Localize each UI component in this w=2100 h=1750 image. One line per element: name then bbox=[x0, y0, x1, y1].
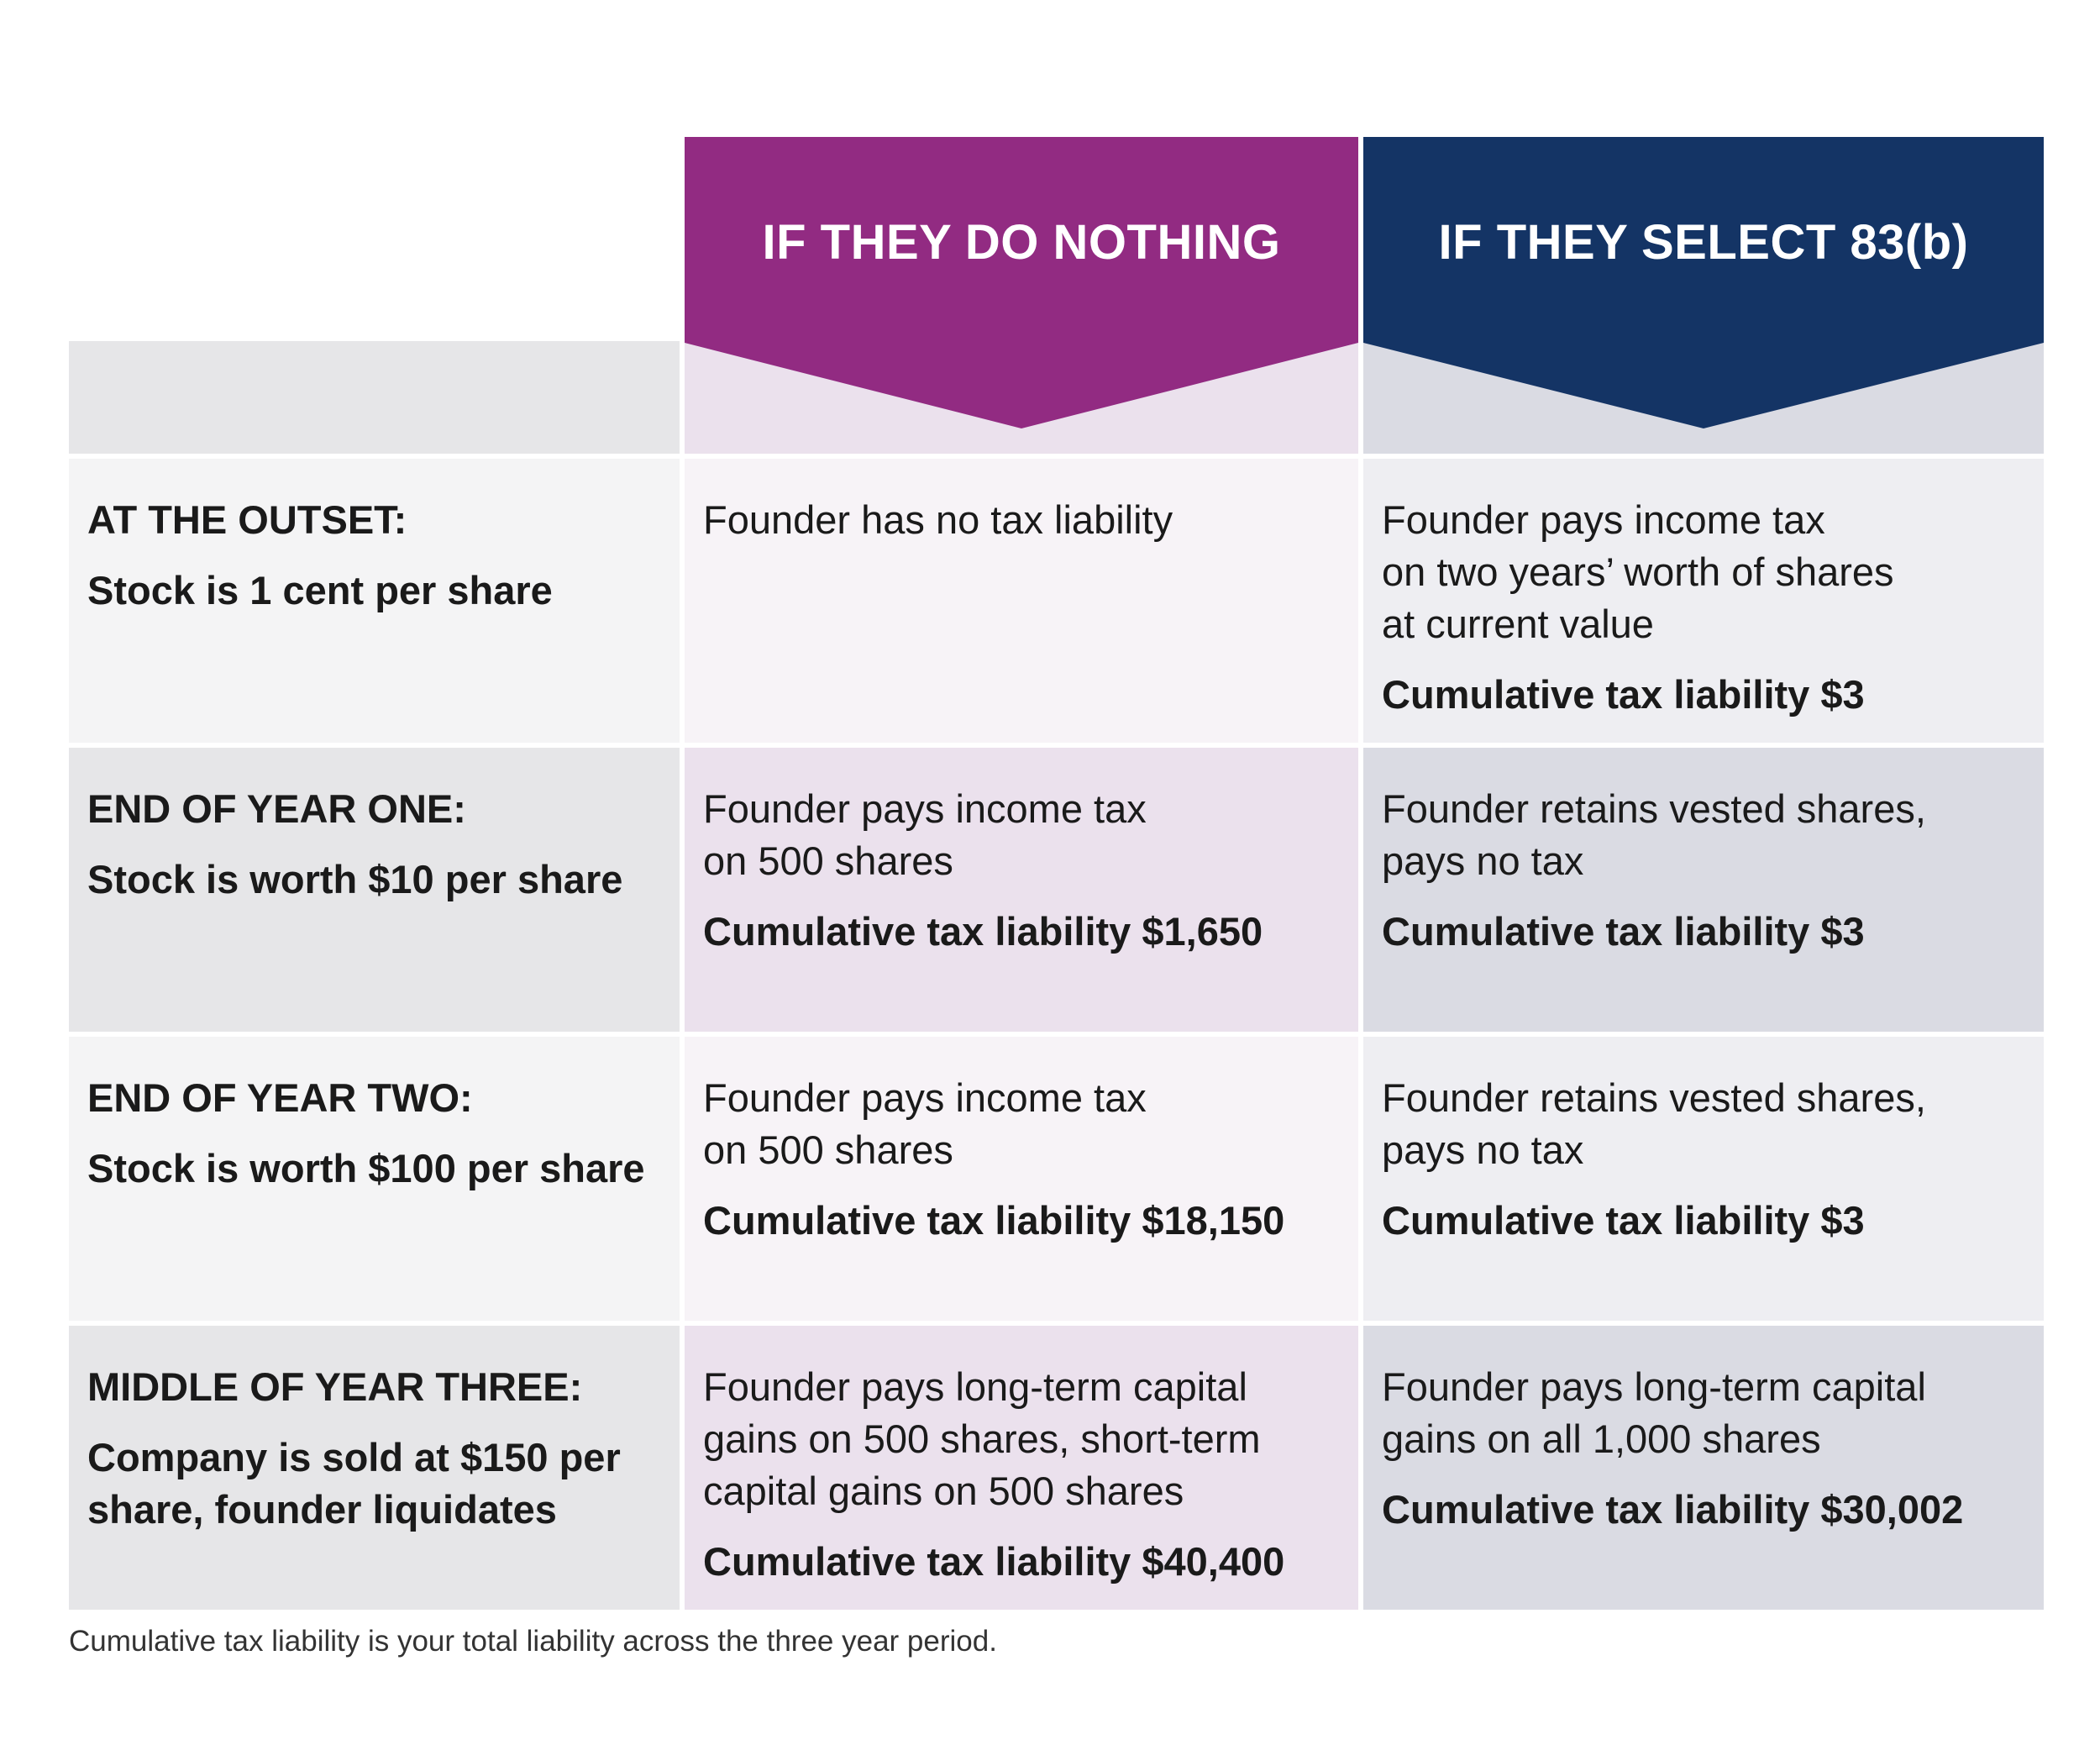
do-nothing-cell bbox=[685, 1037, 1358, 1321]
footnote: Cumulative tax liability is your total liability across the three year period. bbox=[69, 1625, 997, 1658]
do-nothing-description: Founder pays income tax on 500 shares bbox=[703, 786, 1147, 883]
do-nothing-cell bbox=[685, 459, 1358, 743]
row-subheading: Stock is 1 cent per share bbox=[87, 568, 553, 612]
do-nothing-cell bbox=[685, 1326, 1358, 1610]
select-83b-total: Cumulative tax liability $3 bbox=[1382, 1198, 1865, 1243]
table-row bbox=[69, 1326, 2044, 1610]
select-83b-total: Cumulative tax liability $30,002 bbox=[1382, 1487, 1964, 1532]
do-nothing-total: Cumulative tax liability $1,650 bbox=[703, 909, 1263, 954]
select-83b-description: Founder retains vested shares, pays no tax bbox=[1382, 786, 1926, 883]
header-row bbox=[69, 137, 2044, 454]
do-nothing-total: Cumulative tax liability $40,400 bbox=[703, 1539, 1285, 1584]
row-label-cell bbox=[69, 1326, 680, 1610]
row-subheading: Stock is worth $100 per share bbox=[87, 1146, 645, 1190]
header-do-nothing bbox=[685, 137, 1358, 454]
do-nothing-description: Founder has no tax liability bbox=[703, 497, 1173, 542]
table-row bbox=[69, 748, 2044, 1032]
select-83b-cell bbox=[1363, 459, 2044, 743]
select-83b-cell bbox=[1363, 1326, 2044, 1610]
row-label-cell bbox=[69, 1037, 680, 1321]
row-label-cell bbox=[69, 459, 680, 743]
select-83b-description: Founder retains vested shares, pays no tax bbox=[1382, 1075, 1926, 1172]
row-label-cell bbox=[69, 748, 680, 1032]
row-subheading: Stock is worth $10 per share bbox=[87, 857, 623, 901]
do-nothing-cell bbox=[685, 748, 1358, 1032]
header-blank-cell bbox=[69, 341, 680, 454]
do-nothing-description: Founder pays income tax on 500 shares bbox=[703, 1075, 1147, 1172]
table-row bbox=[69, 1037, 2044, 1321]
row-subheading: Company is sold at $150 per share, founder liquidates bbox=[87, 1435, 621, 1532]
do-nothing-total: Cumulative tax liability $18,150 bbox=[703, 1198, 1285, 1243]
table-row bbox=[69, 459, 2044, 743]
select-83b-description: Founder pays long-term capital gains on all 1,000 shares bbox=[1382, 1364, 1926, 1461]
select-83b-cell bbox=[1363, 1037, 2044, 1321]
select-83b-description: Founder pays income tax on two years’ worth of shares at current value bbox=[1382, 497, 1894, 646]
header-do-nothing-title: IF THEY DO NOTHING bbox=[762, 215, 1281, 270]
row-heading: END OF YEAR ONE: bbox=[87, 786, 466, 831]
select-83b-total: Cumulative tax liability $3 bbox=[1382, 909, 1865, 954]
header-select-83b-title: IF THEY SELECT 83(b) bbox=[1438, 215, 1969, 270]
row-heading: MIDDLE OF YEAR THREE: bbox=[87, 1364, 583, 1409]
select-83b-cell bbox=[1363, 748, 2044, 1032]
select-83b-total: Cumulative tax liability $3 bbox=[1382, 672, 1865, 717]
header-select-83b bbox=[1363, 137, 2044, 454]
do-nothing-description: Founder pays long-term capital gains on 500 shares, short-term capital gains on 500 shares bbox=[703, 1364, 1261, 1513]
row-heading: AT THE OUTSET: bbox=[87, 497, 407, 542]
row-heading: END OF YEAR TWO: bbox=[87, 1075, 473, 1120]
